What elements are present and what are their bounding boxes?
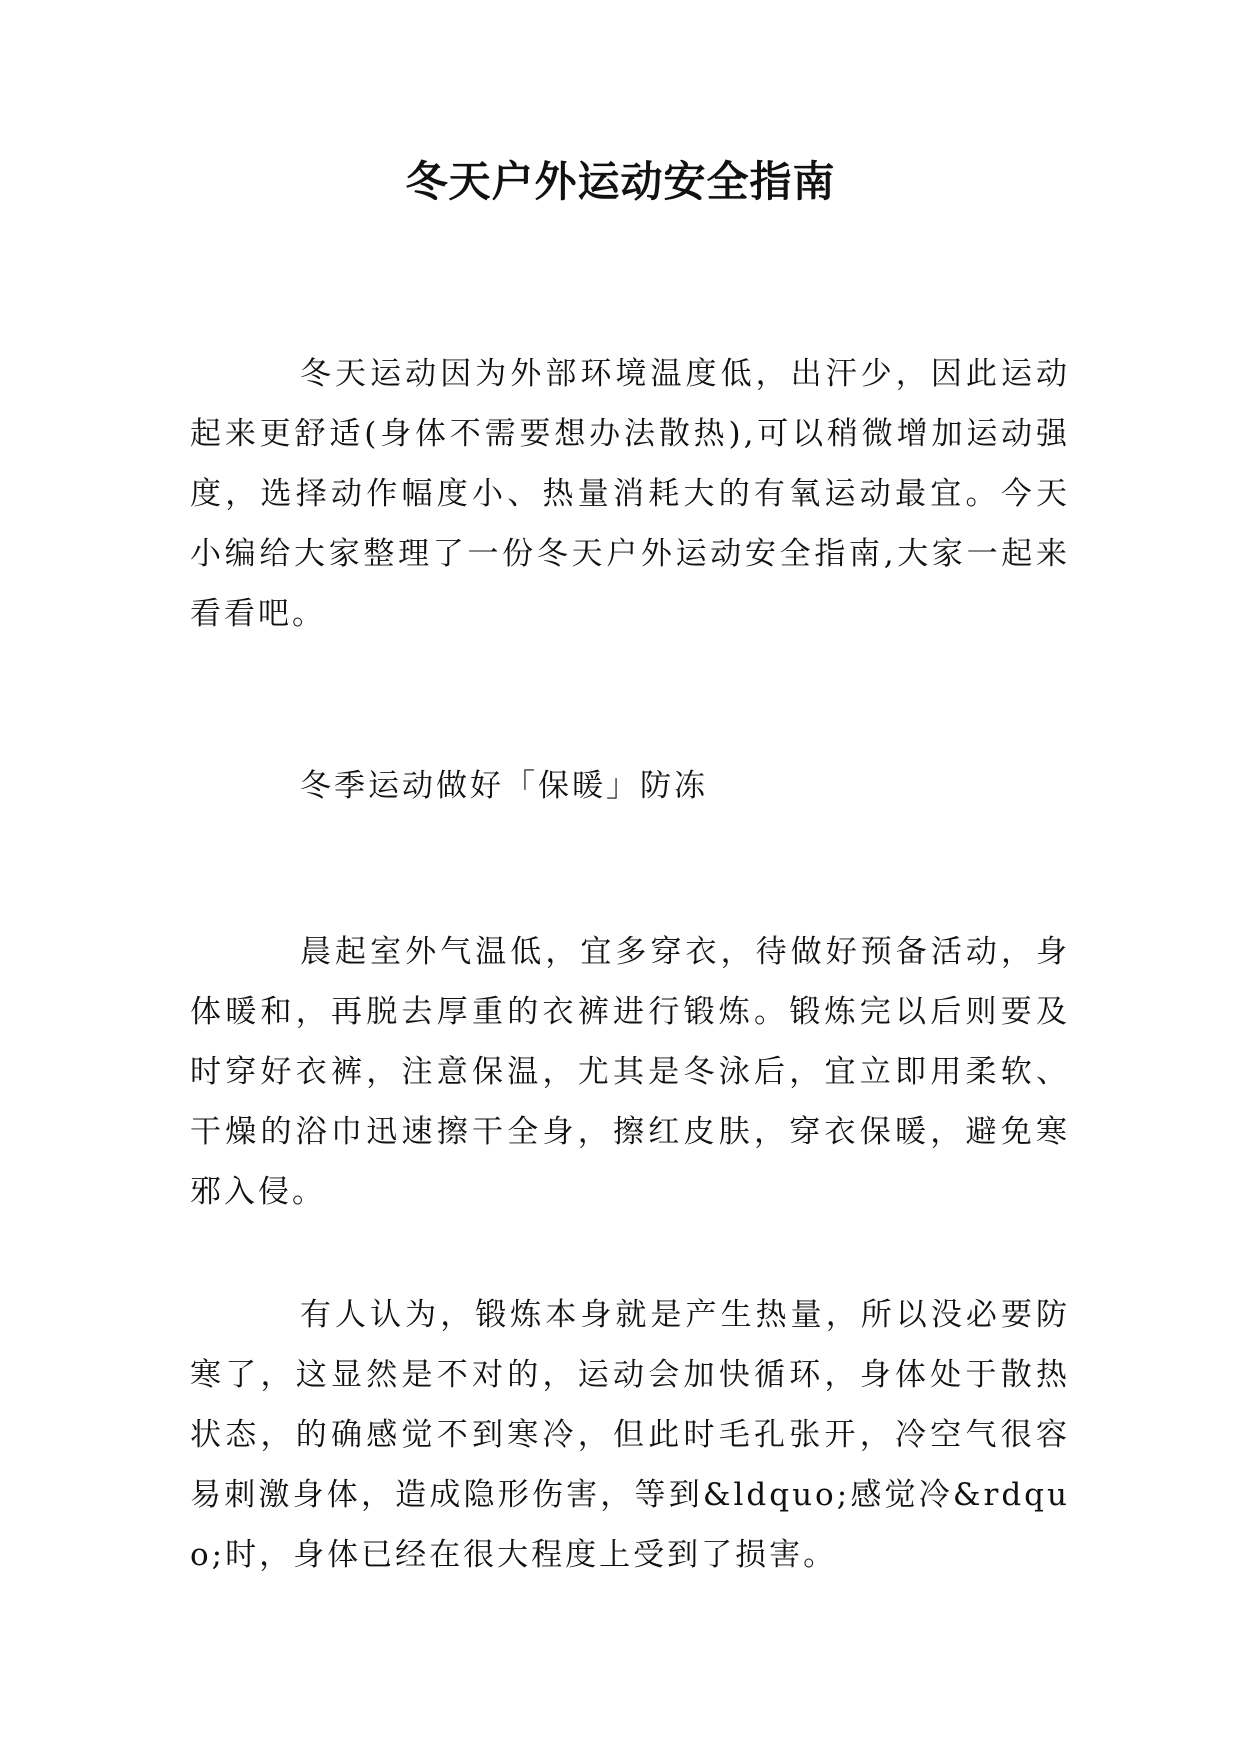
- section-heading: 冬季运动做好「保暖」防冻: [300, 768, 708, 804]
- body-paragraph-warmth: 晨起室外气温低，宜多穿衣，待做好预备活动，身体暖和，再脱去厚重的衣裤进行锻炼。锻炼完以后则要及时穿好衣裤，注意保温，尤其是冬泳后，宜立即用柔软、干燥的浴巾迅速擦干全身，擦红皮肤，穿衣保暖，避免寒邪入侵。: [190, 934, 1070, 1210]
- document-title: 冬天户外运动安全指南: [405, 157, 836, 206]
- body-paragraph-misconception: 有人认为，锻炼本身就是产生热量，所以没必要防寒了，这显然是不对的，运动会加快循环，身体处于散热状态，的确感觉不到寒冷，但此时毛孔张开，冷空气很容易刺激身体，造成隐形伤害，等到&ldquo;感觉冷&rdquo;时，身体已经在很大程度上受到了损害。: [190, 1297, 1070, 1573]
- intro-paragraph: 冬天运动因为外部环境温度低，出汗少，因此运动起来更舒适(身体不需要想办法散热),可以稍微增加运动强度，选择动作幅度小、热量消耗大的有氧运动最宜。今天小编给大家整理了一份冬天户外运动安全指南,大家一起来看看吧。: [190, 356, 1070, 632]
